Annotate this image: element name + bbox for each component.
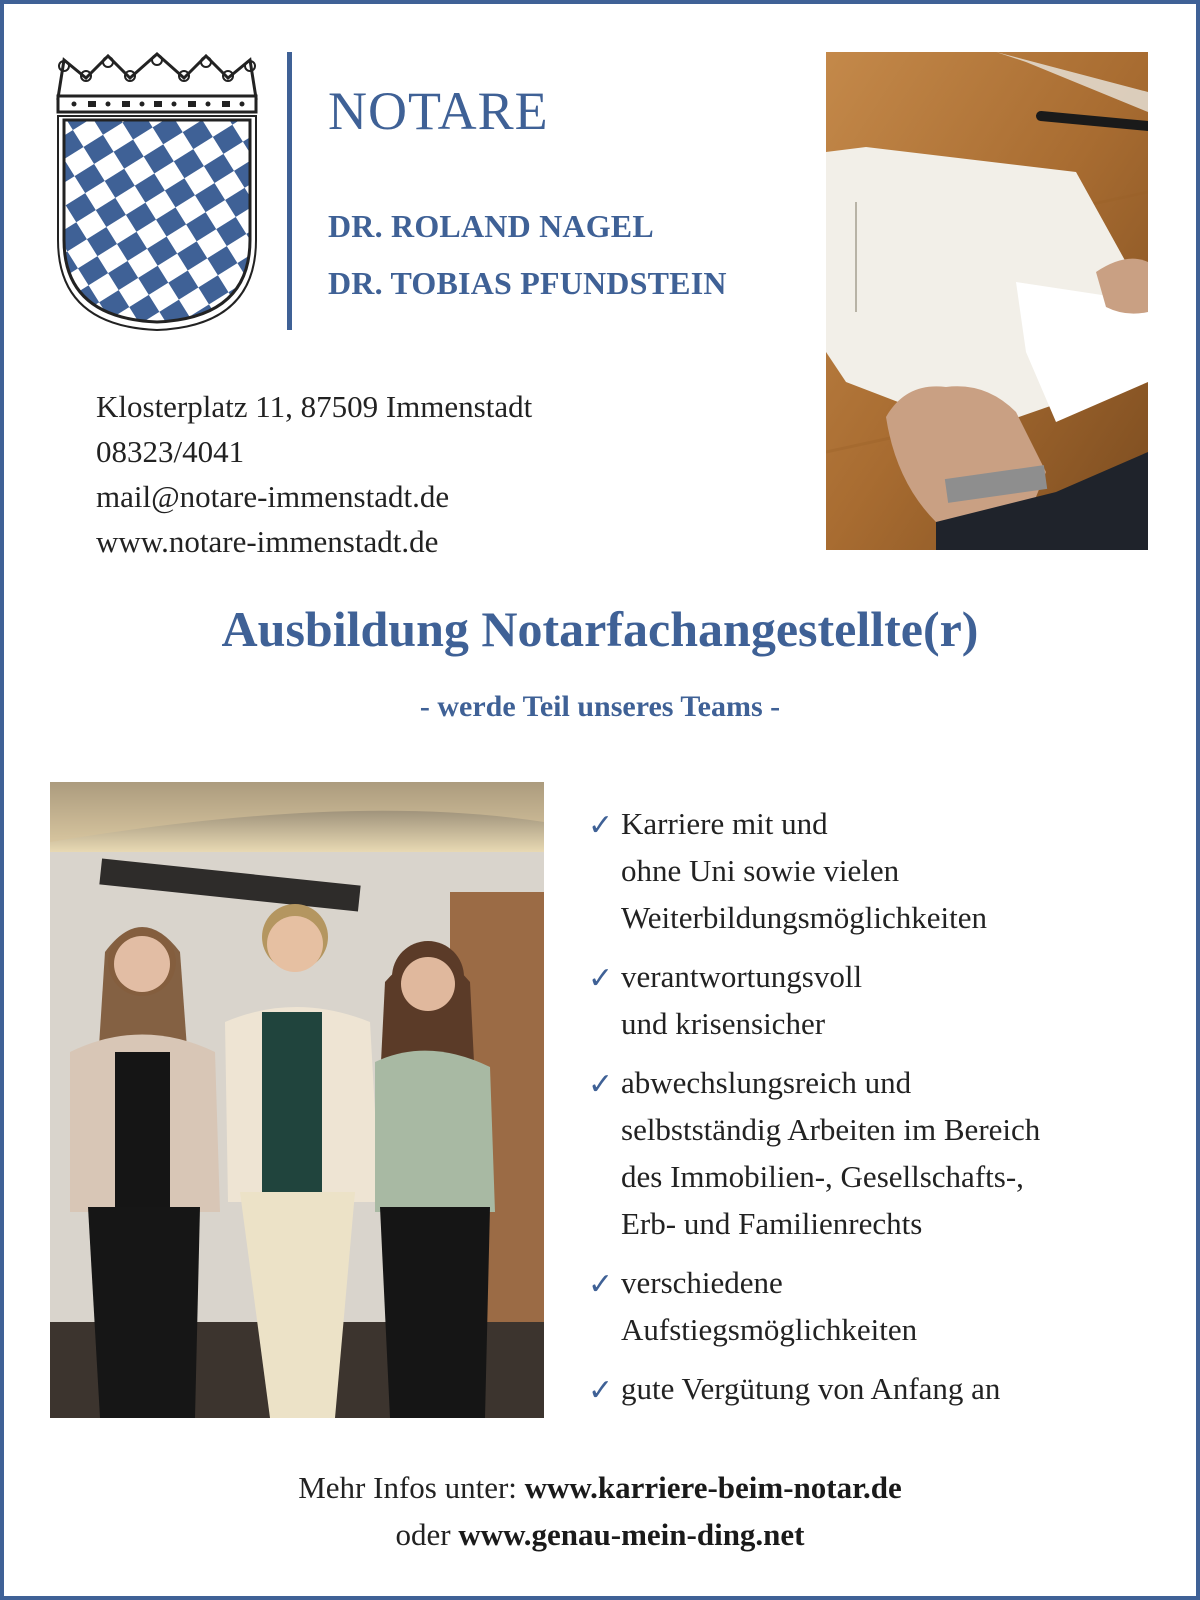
benefit-text: Aufstiegsmöglichkeiten	[621, 1312, 918, 1347]
footer-prefix: oder	[395, 1517, 459, 1552]
brand-title: NOTARE	[328, 81, 549, 141]
headline: Ausbildung Notarfachangestellte(r)	[221, 601, 979, 657]
subline: - werde Teil unseres Teams -	[419, 690, 781, 723]
genau-mein-ding-link[interactable]: www.genau-mein-ding.net	[458, 1517, 805, 1552]
checkmark-icon: ✓	[588, 962, 614, 995]
benefit-text: Erb- und Familienrechts	[621, 1206, 923, 1241]
document-signing-photo	[826, 52, 1148, 550]
benefit-item	[588, 953, 1148, 1047]
checkmark-icon: ✓	[588, 1374, 614, 1407]
benefit-item	[588, 800, 1148, 941]
website-link[interactable]: www.notare-immenstadt.de	[96, 524, 439, 559]
benefit-text: und krisensicher	[621, 1006, 826, 1041]
footer-line-2	[0, 1517, 1200, 1553]
partner-name-1: DR. ROLAND NAGEL	[328, 208, 654, 244]
benefit-text: verantwortungsvoll	[621, 959, 863, 994]
bavarian-coat-of-arms-icon	[50, 50, 264, 332]
benefit-text: Karriere mit und	[621, 806, 828, 841]
checkmark-icon: ✓	[588, 809, 614, 842]
address: Klosterplatz 11, 87509 Immenstadt	[96, 389, 533, 424]
partner-name-2: DR. TOBIAS PFUNDSTEIN	[328, 265, 727, 301]
footer-line-1	[0, 1470, 1200, 1506]
benefit-text: verschiedene	[621, 1265, 783, 1300]
team-photo	[50, 782, 544, 1418]
phone-number: 08323/4041	[96, 434, 245, 469]
footer-prefix: Mehr Infos unter:	[298, 1470, 525, 1505]
benefit-text: abwechslungsreich und	[621, 1065, 912, 1100]
checkmark-icon: ✓	[588, 1268, 614, 1301]
benefit-text: des Immobilien-, Gesellschafts-,	[621, 1159, 1024, 1194]
benefit-text: selbstständig Arbeiten im Bereich	[621, 1112, 1041, 1147]
contact-block	[96, 384, 532, 564]
benefit-text: gute Vergütung von Anfang an	[621, 1371, 1001, 1406]
email-address[interactable]: mail@notare-immenstadt.de	[96, 479, 450, 514]
benefit-text: Weiterbildungsmöglichkeiten	[621, 900, 987, 935]
header-divider	[287, 52, 292, 330]
benefit-item	[588, 1059, 1148, 1247]
benefit-item	[588, 1365, 1148, 1412]
career-website-link[interactable]: www.karriere-beim-notar.de	[524, 1470, 902, 1505]
checkmark-icon: ✓	[588, 1068, 614, 1101]
benefits-list	[588, 800, 1148, 1424]
benefit-item	[588, 1259, 1148, 1353]
benefit-text: ohne Uni sowie vielen	[621, 853, 900, 888]
